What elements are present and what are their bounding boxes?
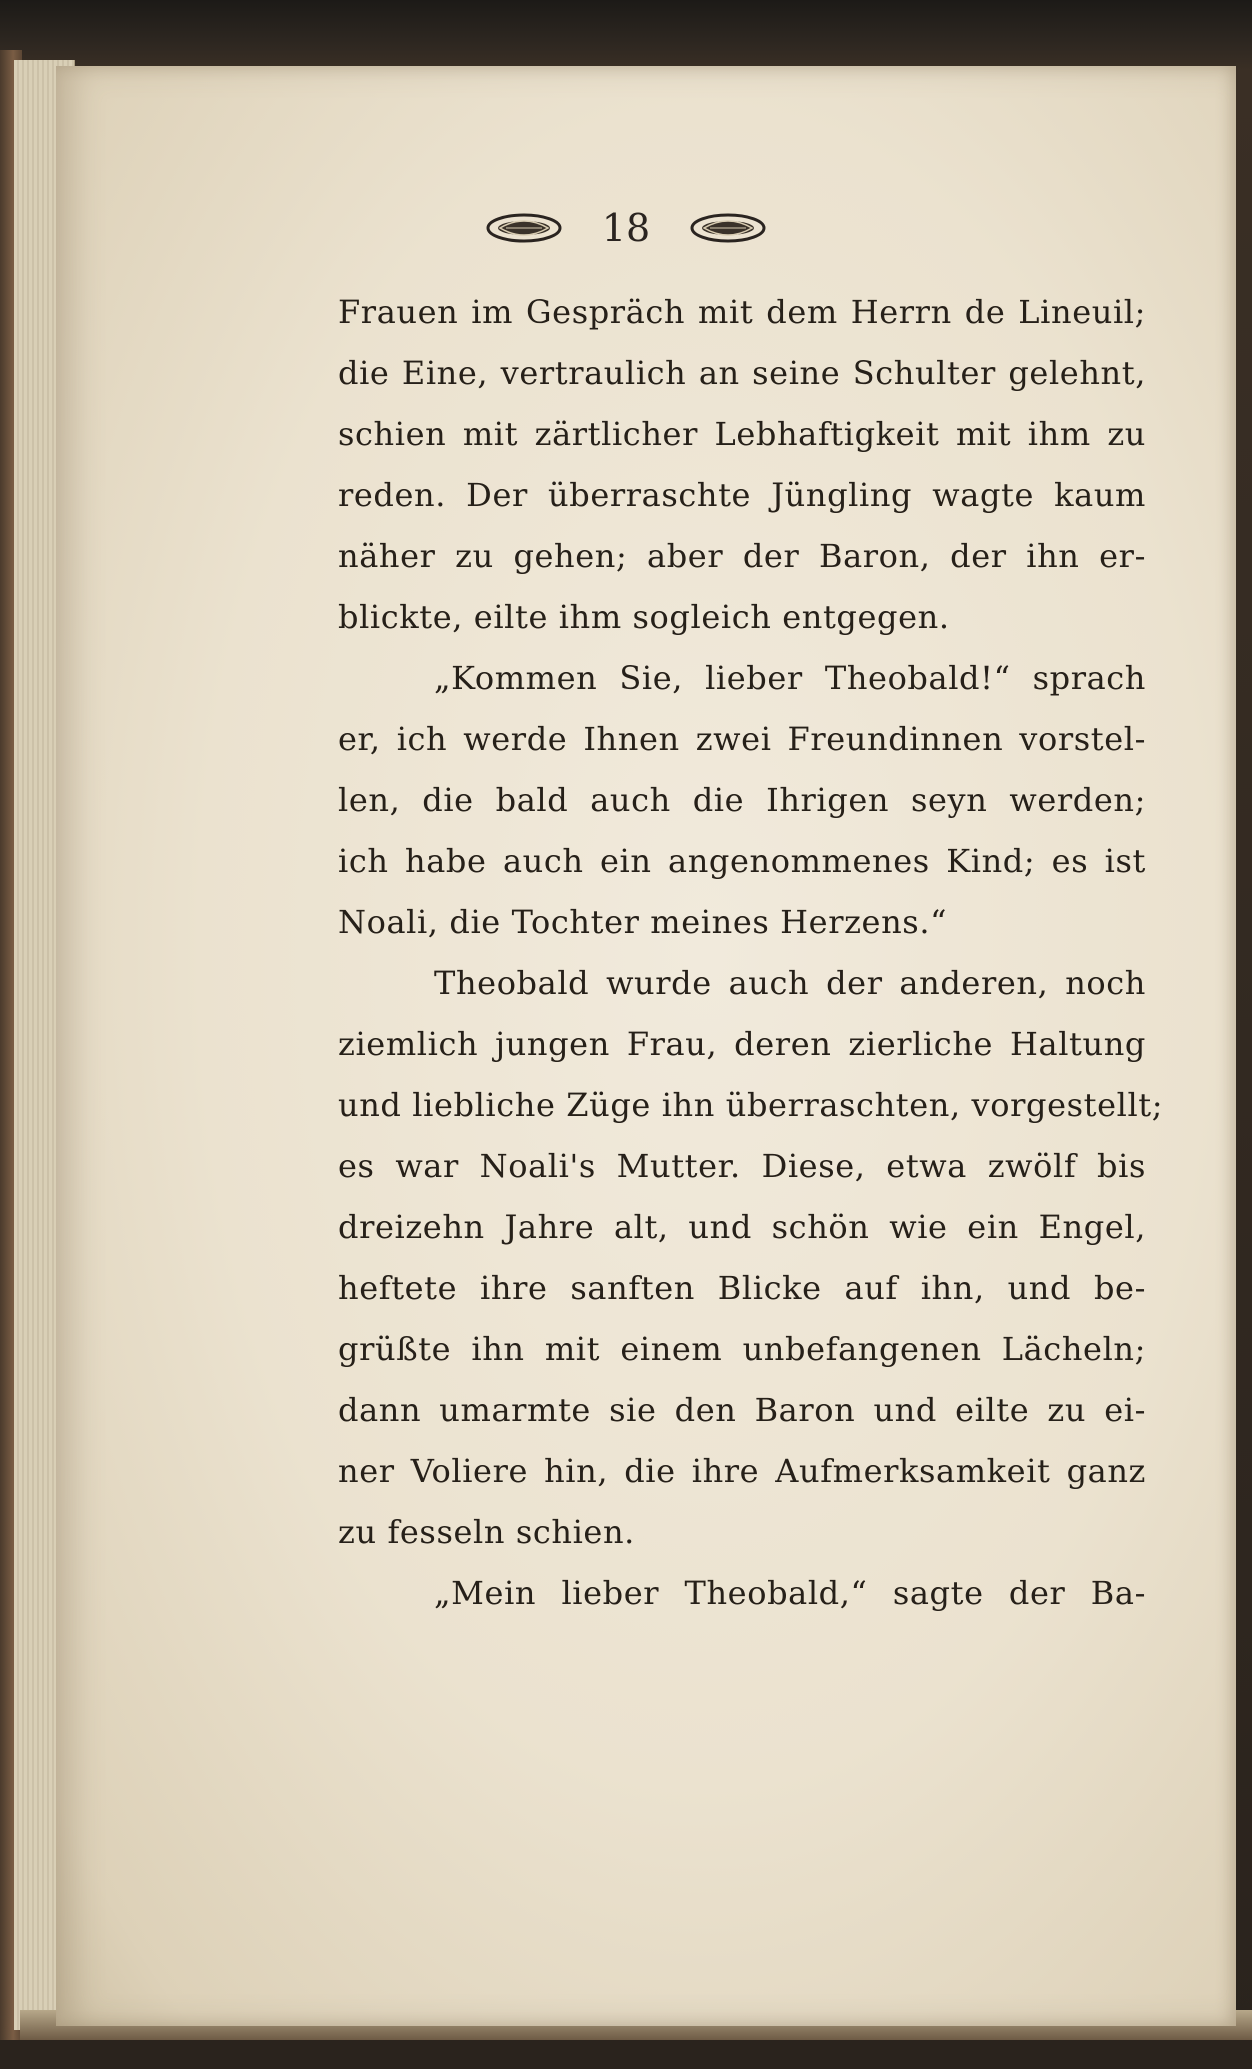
text-line: Noali, die Tochter meines Herzens.“ (338, 903, 948, 941)
text-line: die Eine, vertraulich an seine Schulter gelehnt, (338, 354, 1146, 392)
text-line: grüßte ihn mit einem unbefangenen Lächeln; (338, 1330, 1146, 1368)
text-line: dann umarmte sie den Baron und eilte zu ei- (338, 1391, 1146, 1429)
text-line: ziemlich jungen Frau, deren zierliche Haltung (338, 1025, 1146, 1063)
text-line: er, ich werde Ihnen zwei Freundinnen vorstel- (338, 720, 1146, 758)
text-line: „Kommen Sie, lieber Theobald!“ sprach (434, 659, 1146, 697)
text-line: blickte, eilte ihm sogleich entgegen. (338, 598, 950, 636)
body-text (338, 282, 1164, 1624)
text-line: Frauen im Gespräch mit dem Herrn de Lineuil; (338, 293, 1146, 331)
text-line: heftete ihre sanften Blicke auf ihn, und be- (338, 1269, 1146, 1307)
page-header (0, 200, 1252, 256)
oval-ornament-right-icon (690, 212, 766, 244)
text-line: „Mein lieber Theobald,“ sagte der Ba- (434, 1574, 1146, 1612)
text-line: len, die bald auch die Ihrigen seyn werden; (338, 781, 1146, 819)
text-line: näher zu gehen; aber der Baron, der ihn er- (338, 537, 1146, 575)
text-line: reden. Der überraschte Jüngling wagte kaum (338, 476, 1146, 514)
text-line: es war Noali's Mutter. Diese, etwa zwölf bis (338, 1147, 1146, 1185)
text-line: ich habe auch ein angenommenes Kind; es ist (338, 842, 1146, 880)
page-number: 18 (601, 206, 651, 250)
text-line: zu fesseln schien. (338, 1513, 635, 1551)
oval-ornament-left-icon (486, 212, 562, 244)
text-line: Theobald wurde auch der anderen, noch (434, 964, 1146, 1002)
text-line: und liebliche Züge ihn überraschten, vorgestellt; (338, 1086, 1164, 1124)
text-line: ner Voliere hin, die ihre Aufmerksamkeit ganz (338, 1452, 1146, 1490)
text-line: schien mit zärtlicher Lebhaftigkeit mit ihm zu (338, 415, 1146, 453)
text-line: dreizehn Jahre alt, und schön wie ein Engel, (338, 1208, 1146, 1246)
